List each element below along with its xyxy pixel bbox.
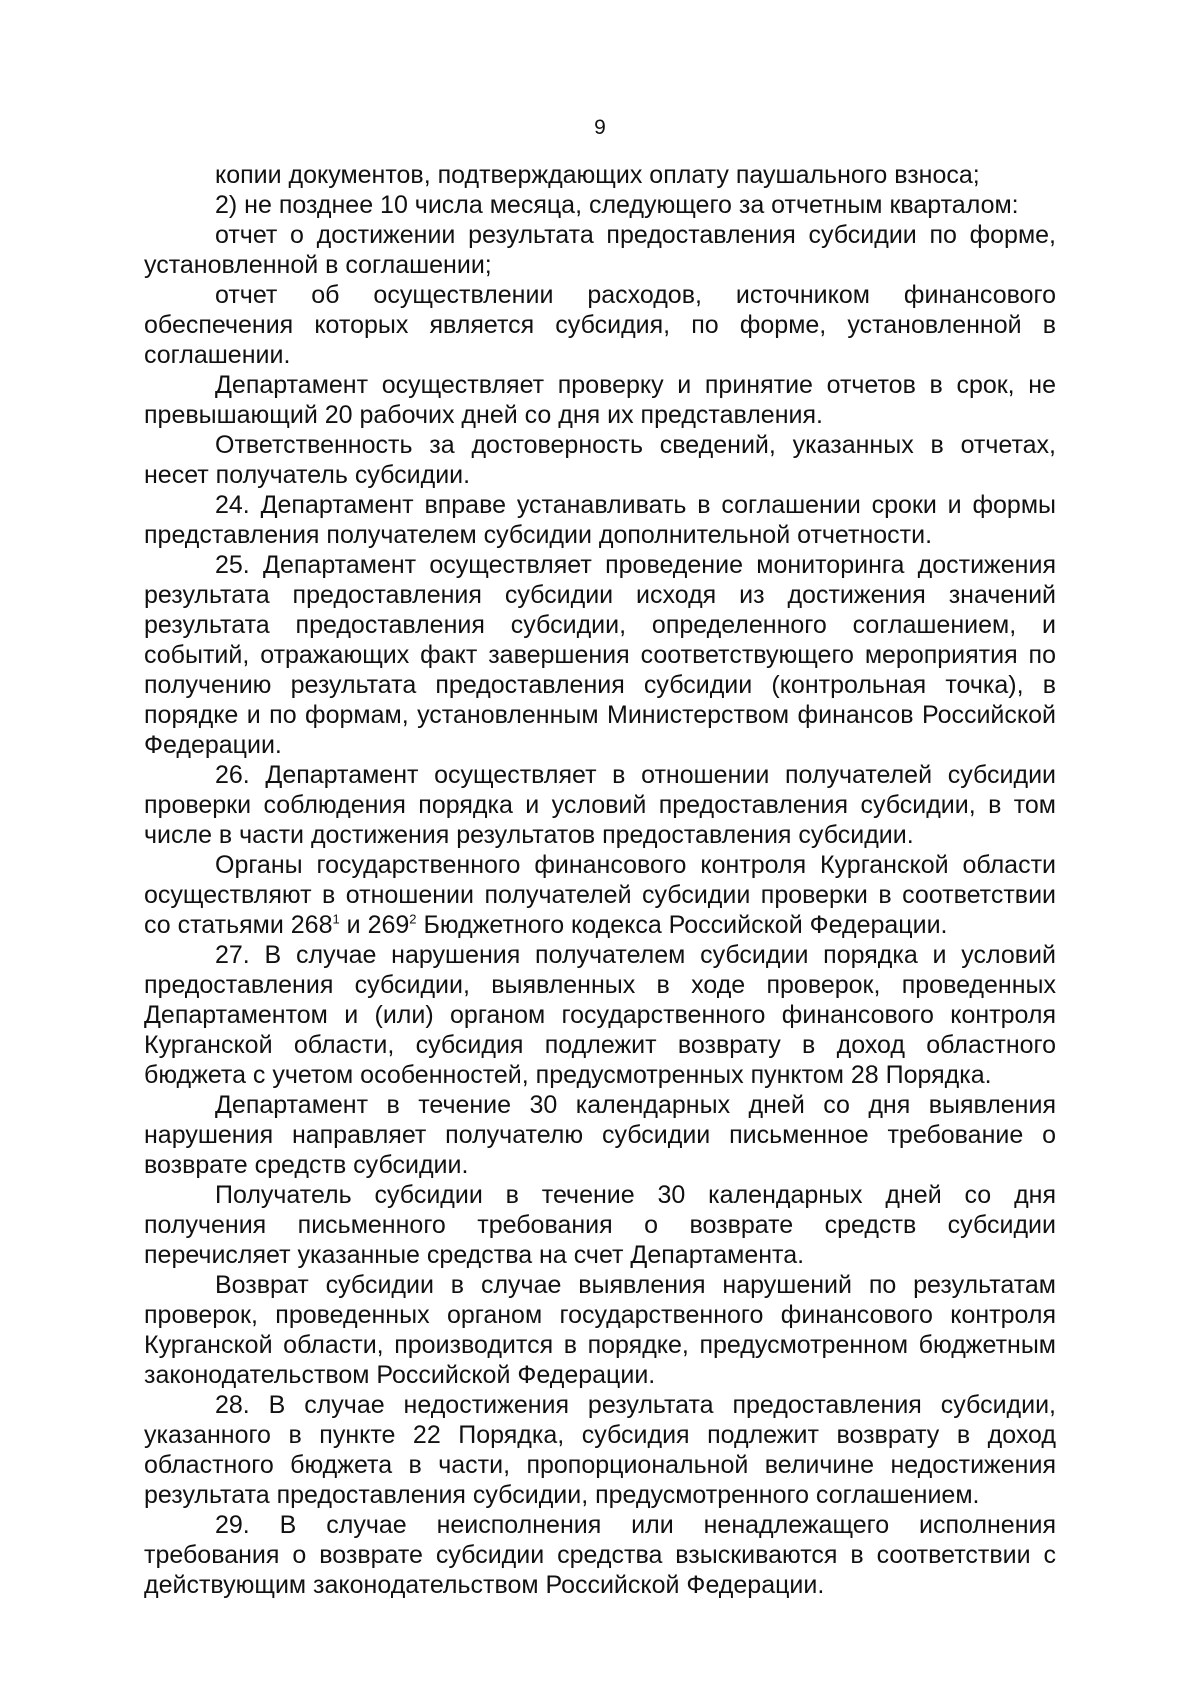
paragraph-payment-copies: копии документов, подтверждающих оплату паушального взноса;	[215, 161, 980, 189]
paragraph-expense-report: отчет об осуществлении расходов, источником финансового обеспечения которых является субсидия, по форме, установленной в соглашении.	[144, 281, 1056, 369]
paragraph-item-28: 28. В случае недостижения результата предоставления субсидии, указанного в пункте 22 Порядка, субсидия подлежит возврату в доход областного бюджета в части, пропорциональной величине недостижения результата предоставления субсидии, предусмотренного соглашением.	[144, 1391, 1056, 1509]
page-number: 9	[594, 116, 606, 139]
superscript: 2	[409, 911, 417, 927]
paragraph-item-26: 26. Департамент осуществляет в отношении получателей субсидии проверки соблюдения порядка и условий предоставления субсидии, в том числе в части достижения результатов предоставления субсидии.	[144, 761, 1056, 849]
document-body	[144, 160, 1056, 1600]
paragraph-refund-demand: Департамент в течение 30 календарных дней со дня выявления нарушения направляет получателю субсидии письменное требование о возврате средств субсидии.	[144, 1091, 1056, 1179]
paragraph-deadline: 2) не позднее 10 числа месяца, следующего за отчетным кварталом:	[215, 191, 1019, 219]
superscript: 1	[332, 911, 340, 927]
paragraph-refund-procedure: Возврат субсидии в случае выявления нарушений по результатам проверок, проведенных органом государственного финансового контроля Курганской области, производится в порядке, предусмотренном бюджетным законодательством Российской Федерации.	[144, 1271, 1056, 1389]
paragraph-item-29: 29. В случае неисполнения или ненадлежащего исполнения требования о возврате субсидии средства взыскиваются в соответствии с действующим законодательством Российской Федерации.	[144, 1511, 1056, 1599]
paragraph-item-27: 27. В случае нарушения получателем субсидии порядка и условий предоставления субсидии, выявленных в ходе проверок, проведенных Департаментом и (или) органом государственного финансового контроля Курганской области, субсидия подлежит возврату в доход областного бюджета с учетом особенностей, предусмотренных пунктом 28 Порядка.	[144, 941, 1056, 1089]
paragraph-responsibility: Ответственность за достоверность сведений, указанных в отчетах, несет получатель субсидии.	[144, 431, 1056, 489]
financial-control-text: Бюджетного кодекса Российской Федерации.	[416, 911, 948, 939]
paragraph-result-report: отчет о достижении результата предоставления субсидии по форме, установленной в соглашении;	[144, 221, 1056, 279]
paragraph-item-25: 25. Департамент осуществляет проведение мониторинга достижения результата предоставления субсидии исходя из достижения значений результата предоставления субсидии, определенного соглашением, и событий, отражающих факт завершения соответствующего мероприятия по получению результата предоставления субсидии (контрольная точка), в порядке и по формам, установленным Министерством финансов Российской Федерации.	[144, 551, 1056, 759]
financial-control-text: и 269	[339, 911, 410, 939]
paragraph-item-24: 24. Департамент вправе устанавливать в соглашении сроки и формы представления получателем субсидии дополнительной отчетности.	[144, 491, 1056, 549]
paragraph-report-check: Департамент осуществляет проверку и принятие отчетов в срок, не превышающий 20 рабочих дней со дня их представления.	[144, 371, 1056, 429]
financial-control-text: Органы государственного финансового контроля Курганской области осуществляют в отношении получателей субсидии проверки в соответствии со статьями 268	[144, 851, 1056, 939]
paragraph-financial-control	[144, 850, 1056, 940]
paragraph-refund-transfer: Получатель субсидии в течение 30 календарных дней со дня получения письменного требования о возврате средств субсидии перечисляет указанные средства на счет Департамента.	[144, 1181, 1056, 1269]
